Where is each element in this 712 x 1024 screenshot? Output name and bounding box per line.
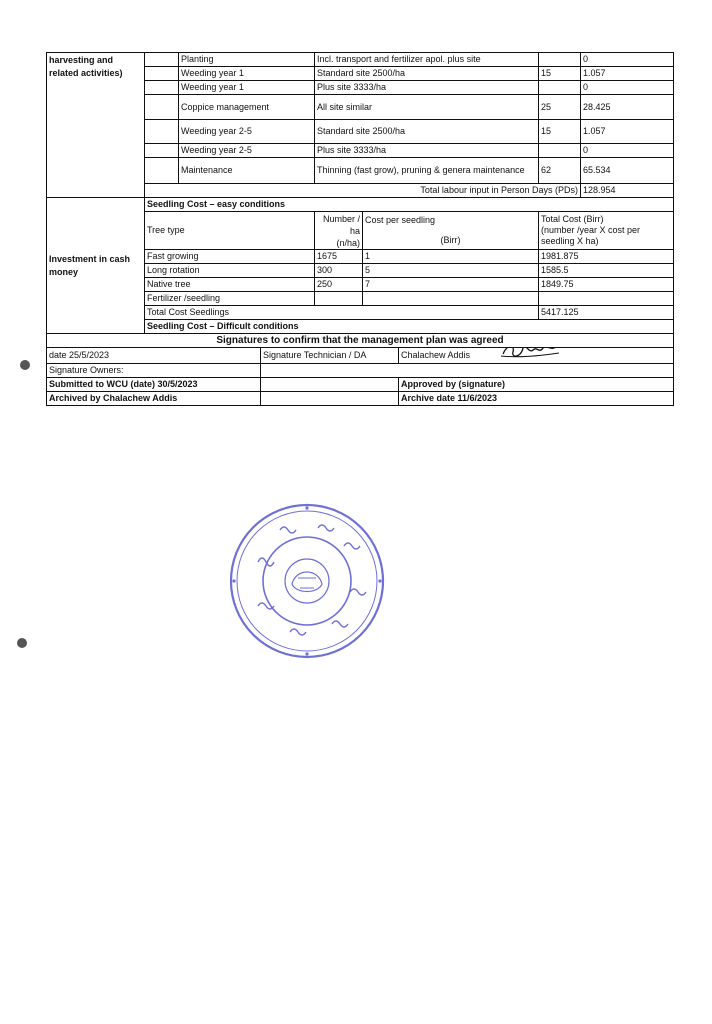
value-cell: 28.425 <box>581 95 674 120</box>
section-label-harvesting: harvesting and related activities) <box>47 53 145 198</box>
number-cell: 300 <box>315 264 363 278</box>
cost-cell <box>363 292 539 306</box>
technician-signature-label: Signature Technician / DA <box>261 348 399 364</box>
total-cell: 1981.875 <box>539 250 674 264</box>
archived-by: Archived by Chalachew Addis <box>47 392 261 406</box>
activity-cell: Weeding year 1 <box>179 67 315 81</box>
value-cell: 1.057 <box>581 120 674 144</box>
approved-by: Approved by (signature) <box>399 378 674 392</box>
management-plan-form <box>46 52 673 406</box>
description-cell: Plus site 3333/ha <box>315 81 539 95</box>
punch-hole-bottom <box>17 638 27 648</box>
description-cell: Thinning (fast grow), pruning & genera maintenance <box>315 158 539 184</box>
activity-cell: Weeding year 2-5 <box>179 144 315 158</box>
header-cost: Cost per seedling <box>365 215 436 225</box>
header-tree-type: Tree type <box>145 212 315 250</box>
description-cell: Incl. transport and fertilizer apol. plus site <box>315 53 539 67</box>
investment-table <box>46 197 674 334</box>
seedling-total-label: Total Cost Seedlings <box>145 306 539 320</box>
cost-cell: 5 <box>363 264 539 278</box>
description-cell: Standard site 2500/ha <box>315 67 539 81</box>
value-cell: 65.534 <box>581 158 674 184</box>
tree-type-cell: Fertilizer /seedling <box>145 292 315 306</box>
cost-cell: 7 <box>363 278 539 292</box>
value-cell: 0 <box>581 144 674 158</box>
days-cell <box>539 144 581 158</box>
seedling-total-value: 5417.125 <box>539 306 674 320</box>
header-total-note: (number /year X cost per seedling X ha) <box>541 225 641 246</box>
activity-cell: Coppice management <box>179 95 315 120</box>
activity-cell: Weeding year 2-5 <box>179 120 315 144</box>
labour-total-value: 128.954 <box>581 184 674 198</box>
tree-type-cell: Native tree <box>145 278 315 292</box>
plan-date: date 25/5/2023 <box>47 348 261 364</box>
archive-date: Archive date 11/6/2023 <box>399 392 674 406</box>
handwritten-signature <box>499 348 563 361</box>
days-cell: 15 <box>539 120 581 144</box>
total-cell: 1585.5 <box>539 264 674 278</box>
total-cell <box>539 292 674 306</box>
submitted-date: Submitted to WCU (date) 30/5/2023 <box>47 378 261 392</box>
section-label-investment: Investment in cash money <box>47 198 145 334</box>
official-stamp <box>228 502 386 660</box>
days-cell <box>539 53 581 67</box>
technician-name: Chalachew Addis <box>401 350 471 360</box>
signatures-table <box>46 333 674 406</box>
owners-signature-label: Signature Owners: <box>47 364 261 378</box>
days-cell: 15 <box>539 67 581 81</box>
days-cell: 25 <box>539 95 581 120</box>
days-cell <box>539 81 581 95</box>
number-cell: 1675 <box>315 250 363 264</box>
days-cell: 62 <box>539 158 581 184</box>
header-number: Number / ha <box>322 213 360 236</box>
labour-total-label: Total labour input in Person Days (PDs) <box>145 184 581 198</box>
header-cost-unit: (Birr) <box>440 235 461 245</box>
activity-cell: Weeding year 1 <box>179 81 315 95</box>
easy-conditions-title: Seedling Cost – easy conditions <box>145 198 674 212</box>
number-cell: 250 <box>315 278 363 292</box>
description-cell: Standard site 2500/ha <box>315 120 539 144</box>
activity-cell: Maintenance <box>179 158 315 184</box>
value-cell: 0 <box>581 81 674 95</box>
number-cell <box>315 292 363 306</box>
header-number-unit: (n/ha) <box>336 237 360 248</box>
labour-row <box>47 53 674 67</box>
description-cell: All site similar <box>315 95 539 120</box>
signatures-title: Signatures to confirm that the management plan was agreed <box>47 334 674 348</box>
activity-cell: Planting <box>179 53 315 67</box>
value-cell: 1.057 <box>581 67 674 81</box>
cost-cell: 1 <box>363 250 539 264</box>
total-cell: 1849.75 <box>539 278 674 292</box>
punch-hole-top <box>20 360 30 370</box>
tree-type-cell: Long rotation <box>145 264 315 278</box>
difficult-conditions-title: Seedling Cost – Difficult conditions <box>145 320 674 334</box>
header-total: Total Cost (Birr) <box>541 214 604 224</box>
value-cell: 0 <box>581 53 674 67</box>
tree-type-cell: Fast growing <box>145 250 315 264</box>
labour-table <box>46 52 674 198</box>
description-cell: Plus site 3333/ha <box>315 144 539 158</box>
